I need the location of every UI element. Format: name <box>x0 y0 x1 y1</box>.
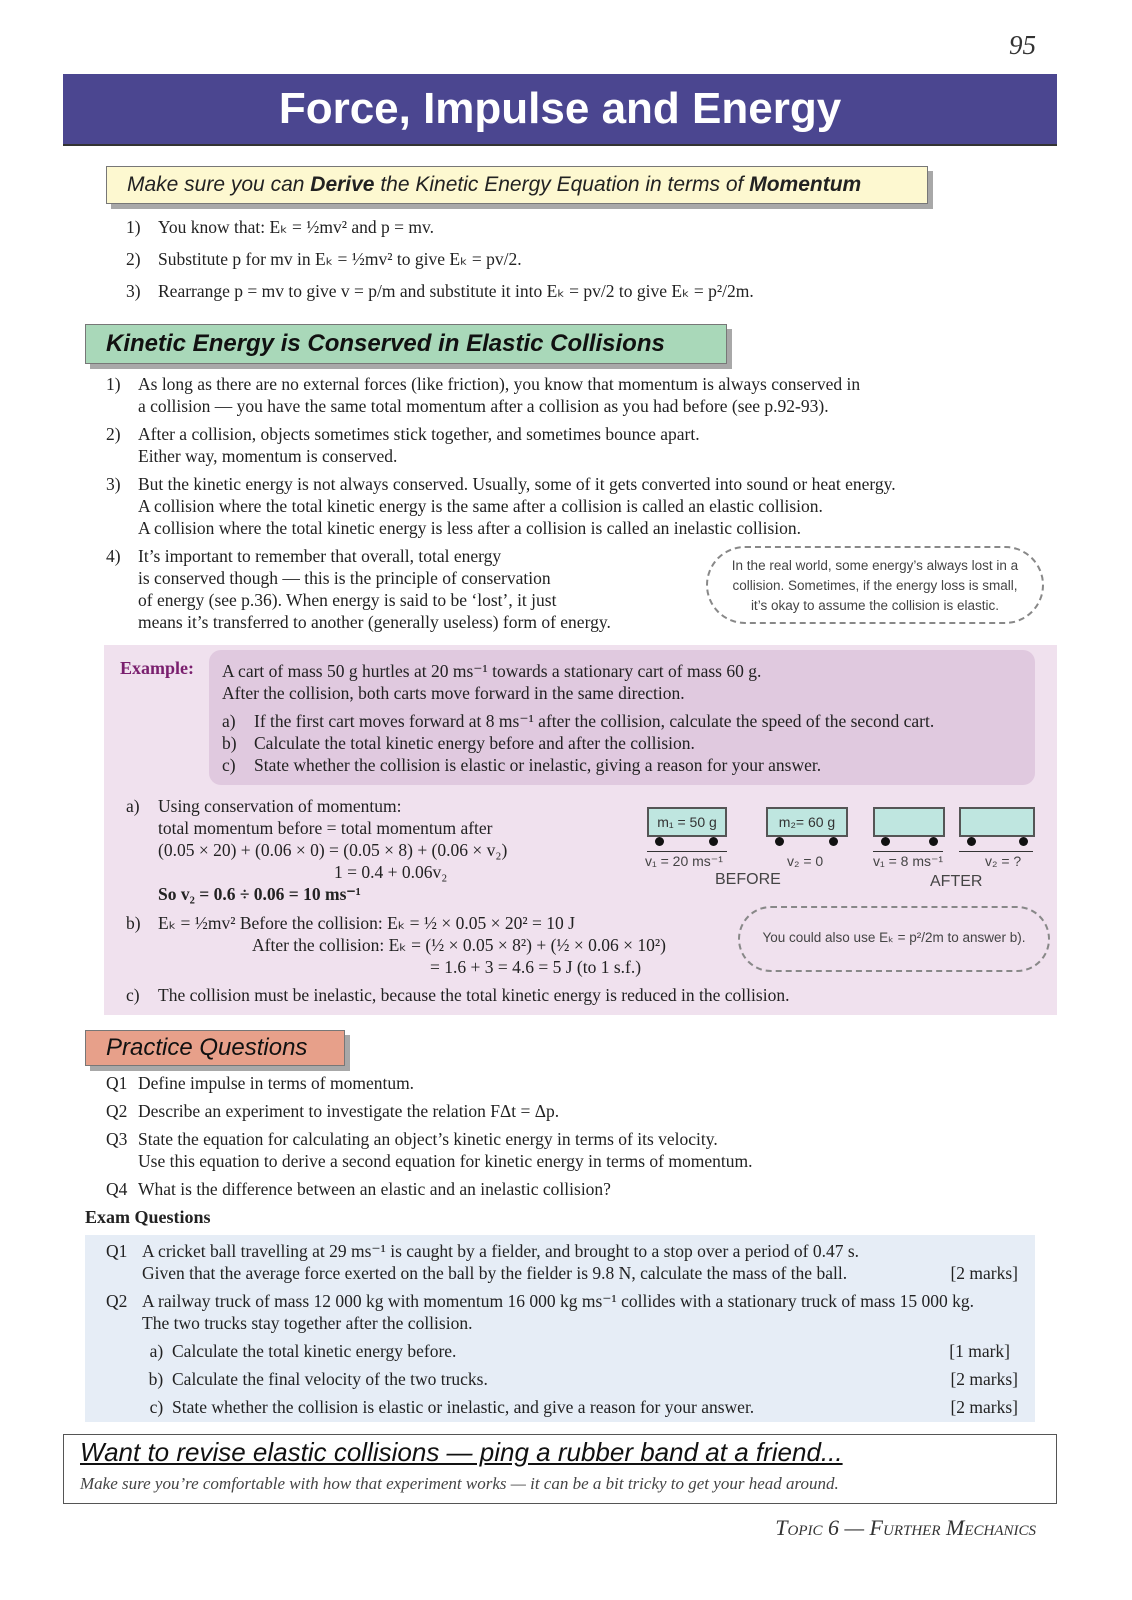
wheel <box>881 837 890 846</box>
v1-before: v₁ = 20 ms⁻¹ <box>645 853 723 869</box>
exam-part: a) Calculate the total kinetic energy before. [1 mark] <box>149 1341 1010 1361</box>
cart-2-before: m₂= 60 g <box>766 807 848 837</box>
ke-header: Kinetic Energy is Conserved in Elastic Collisions <box>85 324 727 364</box>
practice-question: Q2 Describe an experiment to investigate the relation FΔt = Δp. <box>106 1101 560 1121</box>
wheel <box>829 837 838 846</box>
derive-steps <box>126 216 754 312</box>
v2-before: v₂ = 0 <box>787 853 824 869</box>
ke-point: 3) But the kinetic energy is not always conserved. Usually, some of it gets converted into sound or heat energy. A collision where the total kinetic energy is the same after a collision is called an elastic collision. A collision where the total kinetic energy is less after a collision is called an inelastic collision. <box>106 474 896 538</box>
after-label: AFTER <box>930 873 983 890</box>
exam-q1: Q1 A cricket ball travelling at 29 ms⁻¹ is caught by a fielder, and brought to a stop over a period of 0.47 s. Given that the average force exerted on the ball by the fielder is 9.8 N, calculate the mass of the ball. [2 marks] <box>106 1241 1018 1283</box>
derive-header-bold2: Momentum <box>749 173 862 196</box>
ke-point: 1) As long as there are no external forces (like friction), you know that momentum is always conserved in a collision — you have the same total momentum after a collision as you had before (see p.92-93). <box>106 374 861 416</box>
exam-part: c) State whether the collision is elastic or inelastic, and give a reason for your answer. [2 marks] <box>149 1397 1018 1417</box>
footer-subtitle: Make sure you’re comfortable with how that experiment works — it can be a bit tricky to get your head around. <box>80 1474 839 1493</box>
answer-c: c) The collision must be inelastic, because the total kinetic energy is reduced in the collision. <box>126 985 790 1005</box>
practice-question: Q1 Define impulse in terms of momentum. <box>106 1073 415 1093</box>
cart-1-after <box>873 807 945 837</box>
example-part: c) State whether the collision is elastic or inelastic, giving a reason for your answer. <box>222 755 822 775</box>
example-part: b) Calculate the total kinetic energy before and after the collision. <box>222 733 695 753</box>
practice-header: Practice Questions <box>85 1030 345 1066</box>
derive-header <box>106 166 928 204</box>
derive-step: 2) Substitute p for mv in Eₖ = ½mv² to give Eₖ = pv/2. <box>126 249 522 269</box>
topic-label: Topic 6 — Further Mechanics <box>775 1515 1036 1540</box>
marks: [2 marks] <box>950 1397 1018 1417</box>
wheel <box>1019 837 1028 846</box>
v1-after: v₁ = 8 ms⁻¹ <box>873 853 944 869</box>
exam-q2: Q2 A railway truck of mass 12 000 kg with momentum 16 000 kg ms⁻¹ collides with a stationary truck of mass 15 000 kg. The two trucks stay together after the collision. a) Calculate the total kinetic energy before. [1 mark] b) Calculate the final velocity of the two trucks. [2 marks] c) State whether the collision is elastic or inelastic, and give a reason for your answer. [2 marks] <box>106 1291 1018 1417</box>
cart-2-after <box>959 807 1035 837</box>
answer-a: a) Using conservation of momentum: total momentum before = total momentum after (0.05 × 20) + (0.06 × 0) = (0.05 × 8) + (0.06 × v₂) 1 = 0.4 + 0.06v₂ So v₂ = 0.6 ÷ 0.06 = 10 ms⁻¹ <box>126 796 508 904</box>
practice-question: Q4 What is the difference between an elastic and an inelastic collision? <box>106 1179 611 1199</box>
wheel <box>709 837 718 846</box>
practice-question: Q3 State the equation for calculating an object’s kinetic energy in terms of its velocity. Use this equation to derive a second equation for kinetic energy in terms of momentum. <box>106 1129 753 1171</box>
marks: [1 mark] <box>949 1341 1010 1361</box>
collision-diagram <box>645 805 1045 895</box>
wheel <box>929 837 938 846</box>
velocity-arrow <box>647 851 727 852</box>
answer-b: b) Eₖ = ½mv² Before the collision: Eₖ = ½ × 0.05 × 20² = 10 J After the collision: Eₖ = (½ × 0.05 × 8²) + (½ × 0.06 × 10²) = 1.6 + 3 = 4.6 = 5 J (to 1 s.f.) <box>126 913 666 977</box>
derive-header-bold1: Derive <box>310 173 375 196</box>
derive-header-mid: the Kinetic Energy Equation in terms of <box>380 173 744 196</box>
wheel <box>775 837 784 846</box>
derive-header-pre: Make sure you can <box>127 173 305 196</box>
velocity-arrow <box>873 851 943 852</box>
example-part: a) If the first cart moves forward at 8 ms⁻¹ after the collision, calculate the speed of the second cart. <box>222 711 935 731</box>
practice-questions <box>106 1072 752 1200</box>
cart-1-before: m₁ = 50 g <box>647 807 727 837</box>
derive-step: 1) You know that: Eₖ = ½mv² and p = mv. <box>126 217 434 237</box>
footer-title: Want to revise elastic collisions — ping a rubber band at a friend... <box>80 1437 843 1467</box>
ke-point: 4) It’s important to remember that overall, total energy is conserved though — this is the principle of conservation of energy (see p.36). When energy is said to be ‘lost’, it just means it’s transferred to another (generally useless) form of energy. <box>106 546 611 632</box>
before-label: BEFORE <box>715 871 781 888</box>
marks: [2 marks] <box>950 1263 1018 1283</box>
v2-after: v₂ = ? <box>985 853 1022 869</box>
ke-point: 2) After a collision, objects sometimes stick together, and sometimes bounce apart. Either way, momentum is conserved. <box>106 424 700 466</box>
page-title: Force, Impulse and Energy <box>63 74 1057 146</box>
example-label: Example: <box>120 658 194 678</box>
page-number: 95 <box>1009 30 1036 60</box>
hint-note: You could also use Eₖ = p²/2m to answer b). <box>738 906 1050 972</box>
derive-step: 3) Rearrange p = mv to give v = p/m and substitute it into Eₖ = pv/2 to give Eₖ = p²/2m. <box>126 281 754 301</box>
exam-part: b) Calculate the final velocity of the two trucks. [2 marks] <box>148 1369 1018 1389</box>
exam-header: Exam Questions <box>85 1207 211 1227</box>
wheel <box>655 837 664 846</box>
velocity-arrow <box>959 851 1033 852</box>
example-question: A cart of mass 50 g hurtles at 20 ms⁻¹ towards a stationary cart of mass 60 g. After the collision, both carts move forward in the same direction. a) If the first cart moves forward at 8 ms⁻¹ after the collision, calculate the speed of the second cart. b) Calculate the total kinetic energy before and after the collision. c) State whether the collision is elastic or inelastic, giving a reason for your answer. <box>222 661 935 775</box>
real-world-note: In the real world, some energy’s always lost in a collision. Sometimes, if the energy loss is small, it’s okay to assume the collision is elastic. <box>706 546 1044 624</box>
marks: [2 marks] <box>950 1369 1018 1389</box>
wheel <box>967 837 976 846</box>
